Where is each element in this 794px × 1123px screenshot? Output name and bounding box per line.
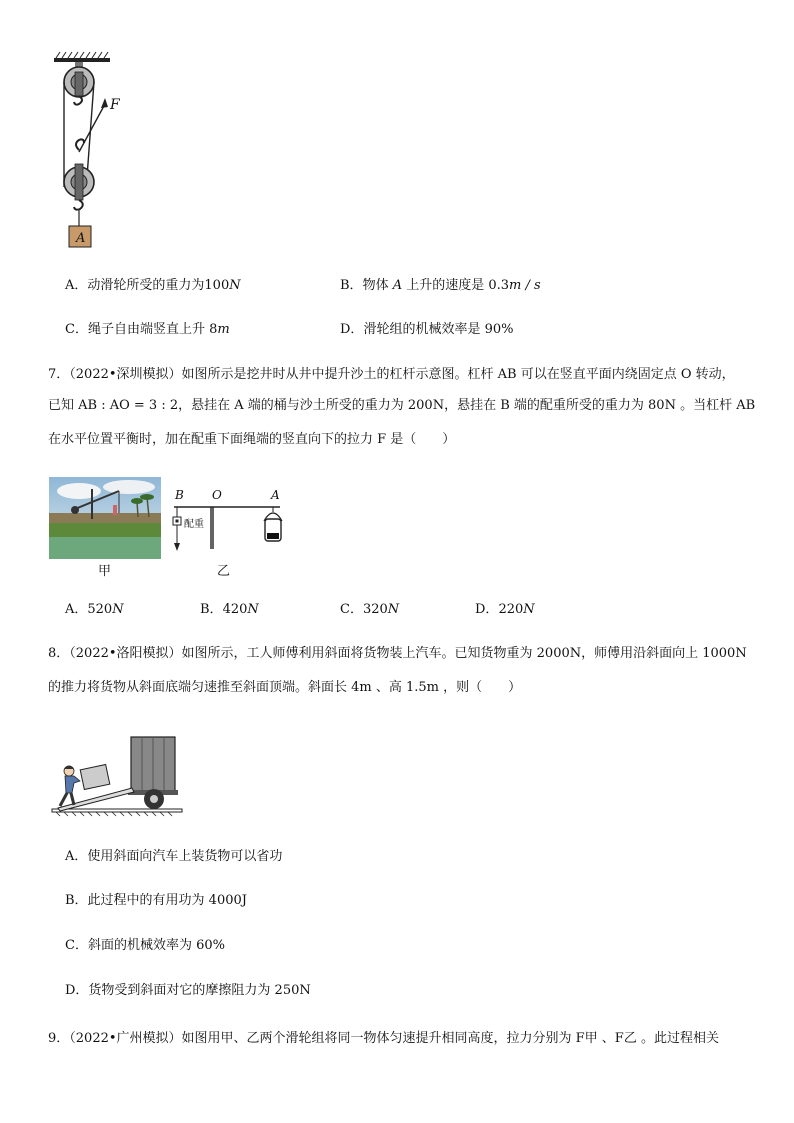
option-unit: m / s <box>509 278 541 293</box>
option-unit: N <box>229 278 241 293</box>
option-letter: D． <box>475 602 499 617</box>
lever-label-o: O <box>212 488 222 502</box>
q6-option-a[interactable] <box>65 277 241 295</box>
option-unit: N <box>112 602 124 617</box>
q8-stem-line-2: 的推力将货物从斜面底端匀速推至斜面顶端。斜面长 4m 、高 1.5m ，则（ ） <box>48 680 522 695</box>
option-number: 220 <box>498 602 524 617</box>
ramp-truck-figure <box>50 735 185 820</box>
option-unit: N <box>523 602 535 617</box>
option-text: 绳子自由端竖直上升 <box>87 322 210 337</box>
option-number: 8 <box>209 322 218 337</box>
lever-label-b: B <box>175 488 184 502</box>
q8-option-d[interactable]: D．货物受到斜面对它的摩擦阻力为 250N <box>65 983 311 998</box>
option-var: A <box>392 278 403 293</box>
caption-yi: 乙 <box>217 564 231 579</box>
option-number: 320 <box>362 602 388 617</box>
q6-option-c[interactable] <box>65 321 230 339</box>
option-text: 物体 <box>362 278 393 293</box>
option-number: 90% <box>484 322 514 337</box>
option-number: 100 <box>204 278 230 293</box>
q7-option-b[interactable] <box>200 601 259 619</box>
caption-jia: 甲 <box>98 564 112 579</box>
q7-option-c[interactable] <box>340 601 399 619</box>
option-letter: C． <box>65 322 88 337</box>
q7-option-d[interactable] <box>475 601 535 619</box>
q7-option-a[interactable] <box>65 601 124 619</box>
option-letter: B． <box>340 278 363 293</box>
option-letter: A． <box>65 602 88 617</box>
option-letter: A． <box>65 278 88 293</box>
q7-stem-line-2: 已知 AB : AO = 3 : 2，悬挂在 A 端的桶与沙土所受的重力为 200N，悬挂在 B 端的配重所受的重力为 80N 。当杠杆 AB <box>48 398 756 413</box>
option-text: 滑轮组的机械效率是 <box>363 322 485 337</box>
q6-option-d[interactable] <box>340 321 513 339</box>
pulley-system-figure <box>50 52 180 252</box>
option-letter: B． <box>200 602 223 617</box>
q8-option-c[interactable]: C．斜面的机械效率为 60% <box>65 938 225 953</box>
lever-label-a: A <box>271 488 280 502</box>
block-label: A <box>76 231 86 246</box>
q6-option-b[interactable] <box>340 277 541 295</box>
option-number: 0.3 <box>488 278 510 293</box>
q7-stem-line-3: 在水平位置平衡时，加在配重下面绳端的竖直向下的拉力 F 是（ ） <box>48 432 456 447</box>
option-letter: C． <box>340 602 363 617</box>
option-unit: m <box>217 322 230 337</box>
option-letter: D． <box>340 322 364 337</box>
q9-stem-line-1: 9．（2022•广州模拟）如图用甲、乙两个滑轮组将同一物体匀速提升相同高度，拉力分别为 F甲 、F乙 。此过程相关 <box>48 1031 719 1046</box>
option-text-mid: 上升的速度是 <box>402 278 489 293</box>
force-label: F <box>110 97 120 113</box>
option-unit: N <box>387 602 400 617</box>
well-photo <box>49 477 161 559</box>
option-text: 动滑轮所受的重力为 <box>87 278 205 293</box>
q8-stem-line-1: 8．（2022•洛阳模拟）如图所示，工人师傅利用斜面将货物装上汽车。已知货物重为 2000N，师傅用沿斜面向上 1000N <box>48 646 747 661</box>
option-unit: N <box>247 602 259 617</box>
counterweight-label: 配重 <box>184 519 204 530</box>
q7-stem-line-1: 7．（2022•深圳模拟）如图所示是挖井时从井中提升沙土的杠杆示意图。杠杆 AB 可以在竖直平面内绕固定点 O 转动， <box>48 367 735 382</box>
option-number: 420 <box>222 602 248 617</box>
q8-option-a[interactable]: A．使用斜面向汽车上装货物可以省功 <box>65 849 283 864</box>
option-number: 520 <box>87 602 113 617</box>
q8-option-b[interactable]: B．此过程中的有用功为 4000J <box>65 893 247 908</box>
